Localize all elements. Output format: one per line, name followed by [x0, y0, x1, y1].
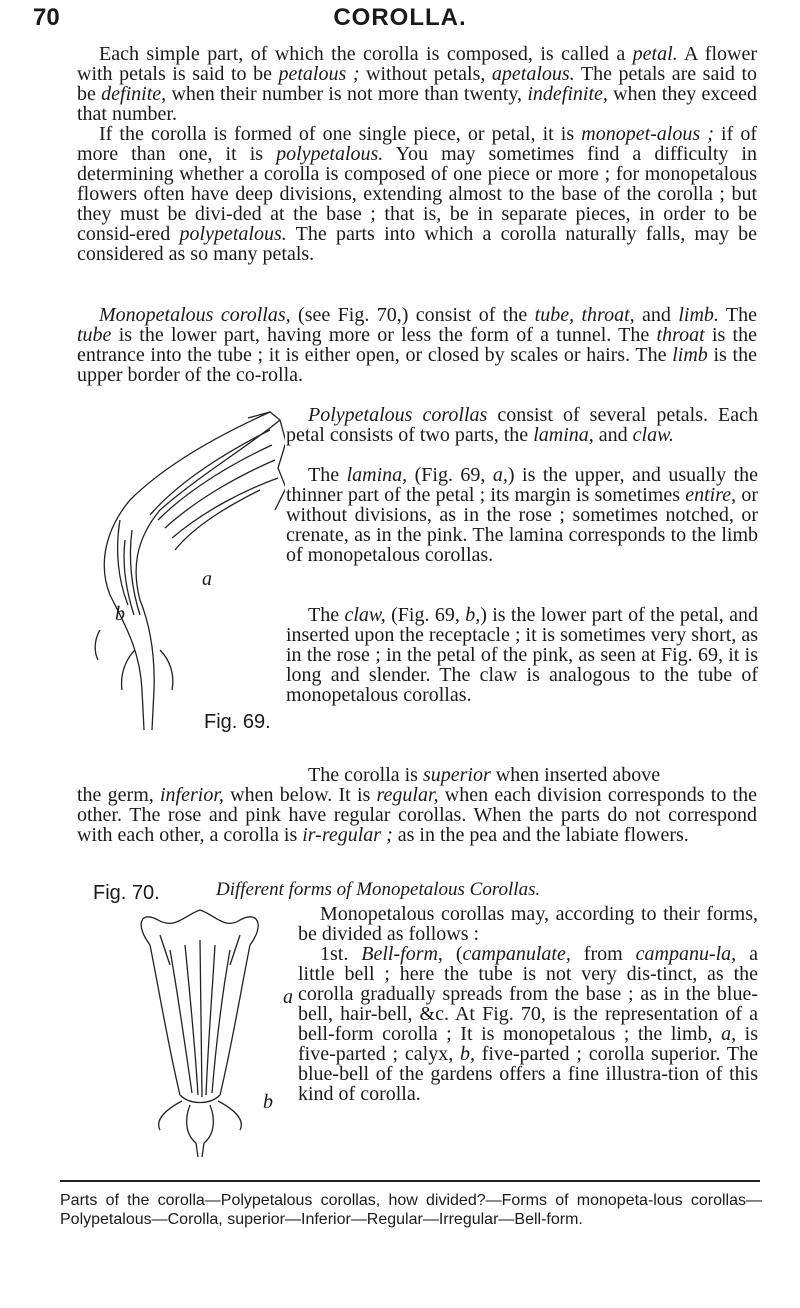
paragraph-bell-form: 1st. Bell-form, (campanulate, from campanu-la, a little bell ; here the tube is not very dis-tinct, as the corolla gradually spreads from the base ; as in the blue-bell, hair-bell, &c. At Fig. 70, is the representation of a bell-form corolla ; It is monopetalous ; the limb, a, is five-parted ; calyx, b, five-parted ; corolla superior. The blue-bell of the gardens offers a fine illustra-tion of this kind of corolla. [298, 943, 758, 1105]
paragraph-lamina: The lamina, (Fig. 69, a,) is the upper, and usually the thinner part of the petal ; its margin is sometimes entire, or without divisions, as in the rose ; sometimes notched, or crenate, as in the pink. The lamina corresponds to the limb of monopetalous corollas. [286, 464, 759, 566]
paragraph-monopetalous: If the corolla is formed of one single piece, or petal, it is monopet-alous ; if of more than one, it is polypetalous. You may sometimes find a difficulty in determining whether a corolla is composed of one piece or more ; for monopetalous flowers often have deep divisions, extending almost to the base of the corolla ; but they must be divi-ded at the base ; that is, be in separate pieces, in order to be consid-ered polypetalous. The parts into which a corolla naturally falls, may be considered as so many petals. [77, 123, 757, 265]
paragraph-claw: The claw, (Fig. 69, b,) is the lower part of the petal, and inserted upon the receptacle ; it is sometimes very short, as in the rose ; in the petal of the pink, as seen at Fig. 69, it is long and slender. The claw is analogous to the tube of monopetalous corollas. [286, 604, 759, 706]
paragraph-polypetalous: Polypetalous corollas consist of several petals. Each petal consists of two parts, the lamina, and claw. [286, 404, 758, 446]
figure-70-label-b: b [263, 1091, 273, 1113]
paragraph-tube-throat-limb: Monopetalous corollas, (see Fig. 70,) consist of the tube, throat, and limb. The tube is the lower part, having more or less the form of a tunnel. The throat is the entrance into the tube ; it is either open, or closed by scales or hairs. The limb is the upper border of the co-rolla. [77, 304, 758, 386]
page-number: 70 [33, 4, 60, 31]
figure-70-label-a: a [283, 986, 293, 1008]
paragraph-petal: Each simple part, of which the corolla is composed, is called a petal. A flower with petals is said to be petalous ; without petals, apetalous. The petals are said to be definite, when their number is not more than twenty, indefinite, when they exceed that number. [77, 43, 758, 125]
section-heading: Different forms of Monopetalous Corollas. [216, 879, 541, 900]
running-title: COROLLA. [333, 4, 467, 31]
figure-69-label-b: b [115, 603, 125, 625]
paragraph-superior-intro: The corolla is superior when inserted above [308, 764, 661, 786]
footnote-divider [60, 1180, 760, 1182]
footnote-questions: Parts of the corolla—Polypetalous corollas, how divided?—Forms of monopeta-lous corollas—Polypetalous—Corolla, superior—Inferior—Regular—Irregular—Bell-form. [60, 1192, 762, 1228]
paragraph-superior-inferior: the germ, inferior, when below. It is regular, when each division corresponds to the other. The rose and pink have regular corollas. When the parts do not correspond with each other, a corolla is ir-regular ; as in the pea and the labiate flowers. [77, 784, 757, 846]
figure-69-caption: Fig. 69. [204, 711, 271, 733]
figure-70-caption: Fig. 70. [93, 882, 160, 904]
figure-69-label-a: a [202, 568, 212, 590]
figure-69-petal-illustration [80, 390, 285, 750]
figure-70-bell-corolla-illustration [120, 905, 280, 1160]
paragraph-forms-intro: Monopetalous corollas may, according to their forms, be divided as follows : [298, 903, 758, 945]
